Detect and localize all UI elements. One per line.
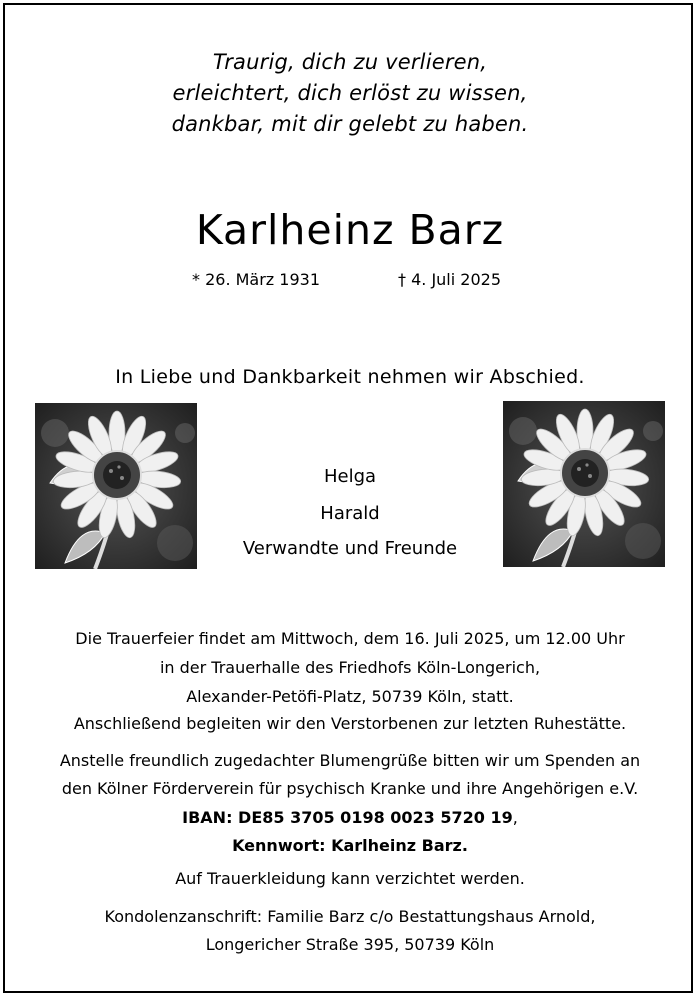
service-line-3: Alexander-Petöfi-Platz, 50739 Köln, statt. — [186, 687, 514, 706]
donation-line-2: den Kölner Förderverein für psychisch Kranke und ihre Angehörigen e.V. — [61, 779, 639, 798]
donation-keyword: Kennwort: Karlheinz Barz. — [232, 836, 468, 855]
birth-date: * 26. März 1931 — [192, 270, 321, 289]
condolence-line-2: Longericher Straße 395, 50739 Köln — [205, 935, 495, 954]
service-line-1: Die Trauerfeier findet am Mittwoch, dem 16. Juli 2025, um 12.00 Uhr — [75, 629, 625, 648]
quote-line-2: erleichtert, dich erlöst zu wissen, — [172, 81, 528, 105]
family-member-3: Verwandte und Freunde — [242, 538, 458, 559]
farewell-line: In Liebe und Dankbarkeit nehmen wir Abschied. — [115, 366, 585, 388]
iban-suffix: , — [512, 808, 518, 827]
service-line-4: Anschließend begleiten wir den Verstorbenen zur letzten Ruhestätte. — [73, 714, 627, 733]
family-member-1: Helga — [323, 466, 377, 487]
service-line-2: in der Trauerhalle des Friedhofs Köln-Longerich, — [159, 658, 541, 677]
death-date: † 4. Juli 2025 — [398, 270, 501, 289]
iban: IBAN: DE85 3705 0198 0023 5720 19 — [182, 808, 513, 827]
donation-line-1: Anstelle freundlich zugedachter Blumengrüße bitten wir um Spenden an — [59, 751, 641, 770]
quote-line-1: Traurig, dich zu verlieren, — [212, 50, 488, 74]
quote-line-3: dankbar, mit dir gelebt zu haben. — [171, 112, 529, 136]
mourning-dress-note: Auf Trauerkleidung kann verzichtet werden. — [175, 869, 525, 888]
deceased-name: Karlheinz Barz — [195, 206, 505, 254]
family-member-2: Harald — [320, 503, 380, 524]
condolence-line-1: Kondolenzanschrift: Familie Barz c/o Bestattungshaus Arnold, — [104, 907, 596, 926]
donation-iban-line — [0, 805, 700, 830]
